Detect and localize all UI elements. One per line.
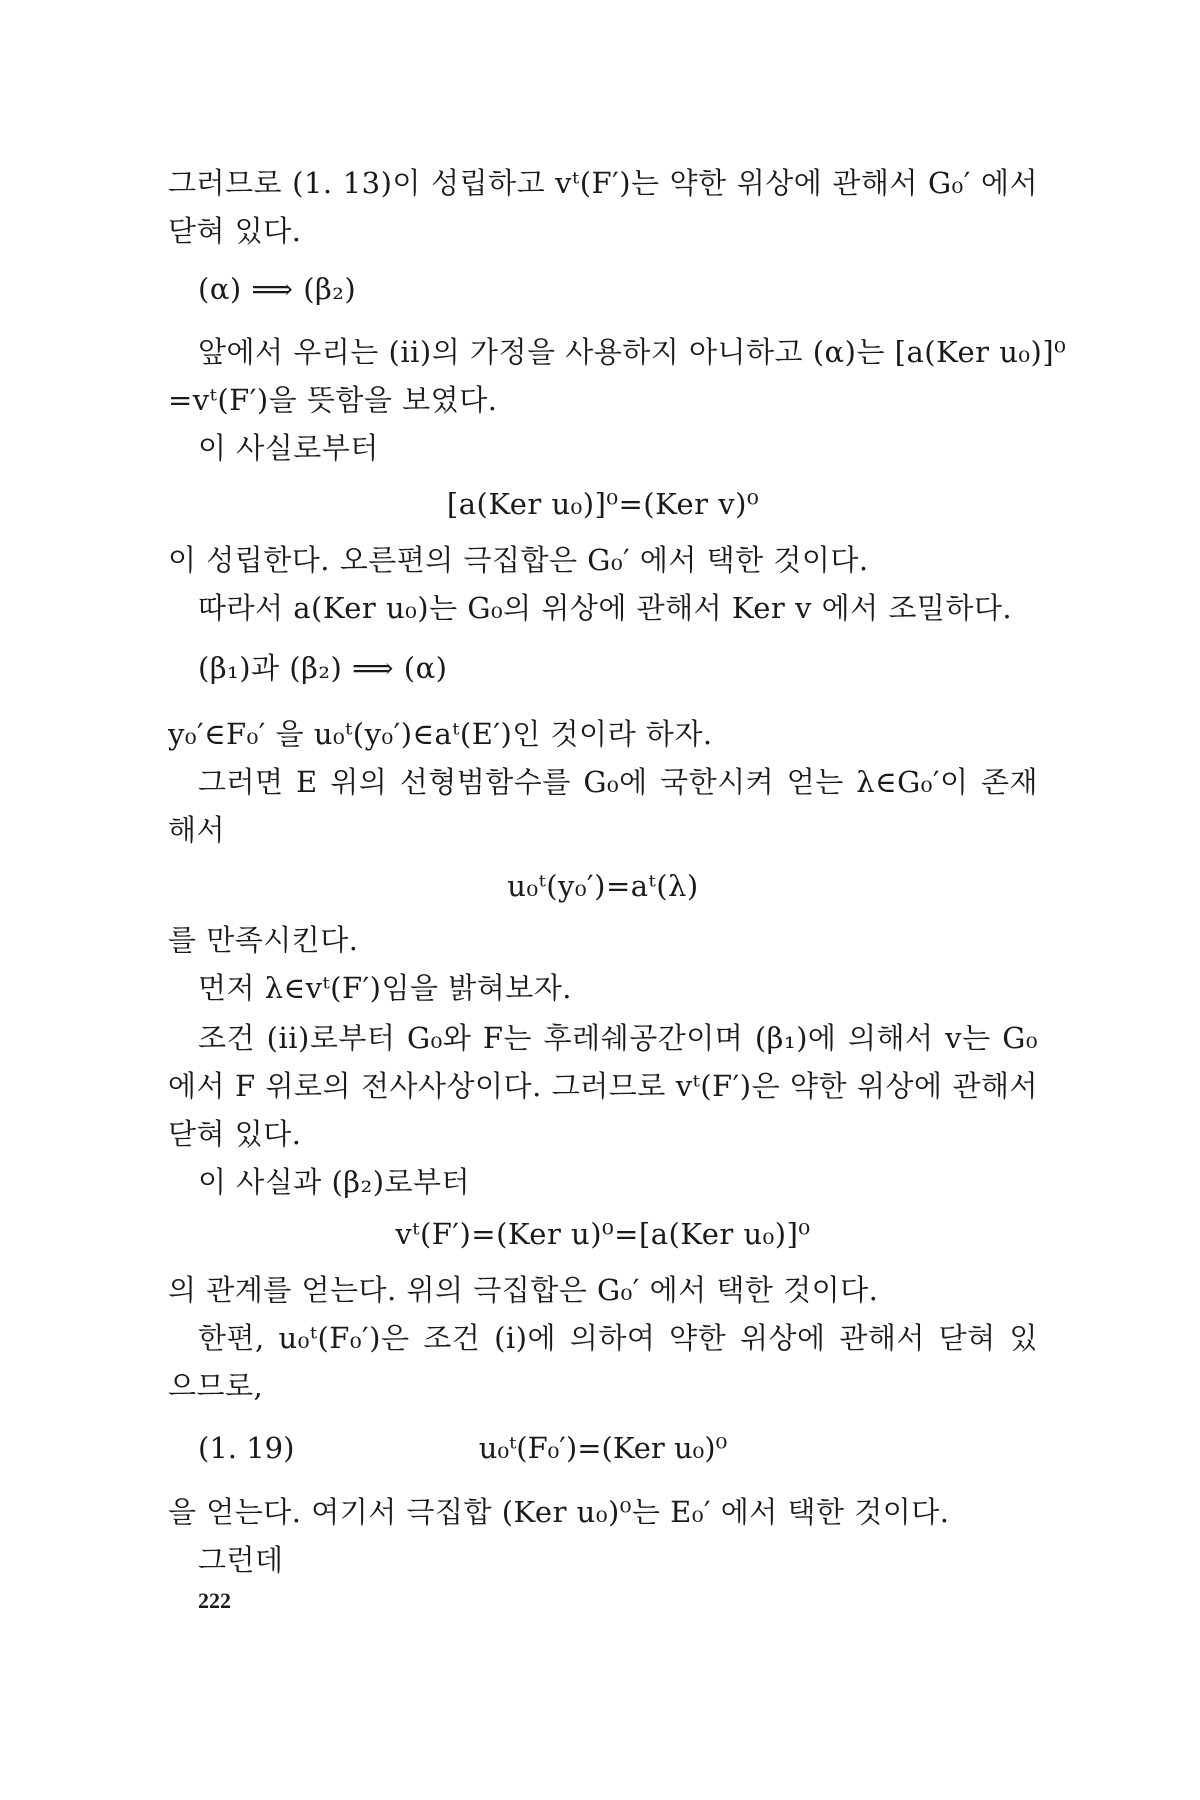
text-line: 그러면 E 위의 선형범함수를 G₀에 국한시켜 얻는 λ∈G₀′이 존재 <box>198 765 1038 799</box>
text-line: y₀′∈F₀′ 을 u₀ᵗ(y₀′)∈aᵗ(E′)인 것이라 하자. <box>168 717 713 751</box>
display-equation: [a(Ker u₀)]⁰=(Ker v)⁰ <box>446 487 760 521</box>
text-line: 을 얻는다. 여기서 극집합 (Ker u₀)⁰는 E₀′ 에서 택한 것이다. <box>168 1495 950 1529</box>
page-number: 222 <box>198 1588 231 1613</box>
text-line: 닫혀 있다. <box>168 1117 302 1151</box>
text-line: 닫혀 있다. <box>168 214 302 248</box>
text-line: 한편, u₀ᵗ(F₀′)은 조건 (i)에 의하여 약한 위상에 관해서 닫혀 있 <box>198 1321 1038 1355</box>
text-line: 그러므로 (1. 13)이 성립하고 vᵗ(F′)는 약한 위상에 관해서 G₀′ 에서 <box>168 166 1038 200</box>
text-line: 이 사실로부터 <box>198 431 379 465</box>
display-equation: u₀ᵗ(F₀′)=(Ker u₀)⁰ <box>478 1431 728 1465</box>
text-line: 조건 (ii)로부터 G₀와 F는 후레쉐공간이며 (β₁)에 의해서 v는 G₀ <box>198 1021 1038 1055</box>
section-heading: (β₁)과 (β₂) ⟹ (α) <box>198 651 448 685</box>
equation-number: (1. 19) <box>198 1431 295 1465</box>
display-equation: vᵗ(F′)=(Ker u)⁰=[a(Ker u₀)]⁰ <box>395 1217 811 1251</box>
display-equation: u₀ᵗ(y₀′)=aᵗ(λ) <box>507 869 699 903</box>
text-line: 해서 <box>168 813 226 847</box>
text-line: 먼저 λ∈vᵗ(F′)임을 밝혀보자. <box>198 971 572 1005</box>
text-line: 에서 F 위로의 전사사상이다. 그러므로 vᵗ(F′)은 약한 위상에 관해서 <box>168 1069 1038 1103</box>
text-line: 그런데 <box>198 1543 284 1577</box>
section-heading: (α) ⟹ (β₂) <box>198 272 357 306</box>
text-line: 를 만족시킨다. <box>168 923 359 957</box>
text-line: =vᵗ(F′)을 뜻함을 보였다. <box>168 383 498 417</box>
text-line: 으므로, <box>168 1369 264 1403</box>
text-line: 이 성립한다. 오른편의 극집합은 G₀′ 에서 택한 것이다. <box>168 543 869 577</box>
text-line: 의 관계를 얻는다. 위의 극집합은 G₀′ 에서 택한 것이다. <box>168 1273 879 1307</box>
text-line: 따라서 a(Ker u₀)는 G₀의 위상에 관해서 Ker v 에서 조밀하다. <box>198 591 1013 625</box>
text-line: 이 사실과 (β₂)로부터 <box>198 1165 471 1199</box>
text-line: 앞에서 우리는 (ii)의 가정을 사용하지 아니하고 (α)는 [a(Ker u₀)]⁰ <box>198 335 1067 369</box>
